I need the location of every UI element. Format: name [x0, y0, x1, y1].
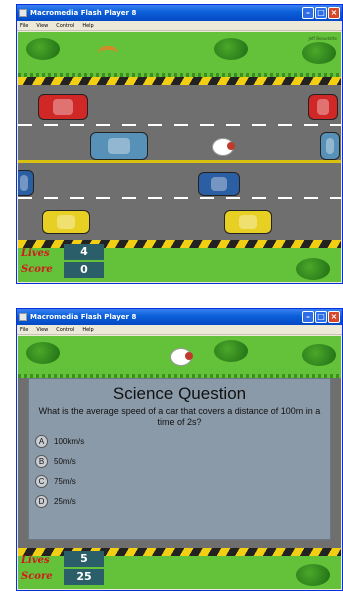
flash-app-icon	[19, 313, 27, 321]
menu-file[interactable]: File	[20, 22, 29, 29]
option-c-text[interactable]: 75m/s	[54, 477, 76, 486]
minimize-button[interactable]: –	[302, 7, 314, 19]
hud	[18, 242, 106, 282]
option-d-text[interactable]: 25m/s	[54, 497, 76, 506]
bush-icon	[26, 38, 60, 60]
lane-line	[18, 124, 341, 126]
option-a-badge[interactable]: A	[35, 435, 48, 448]
blue-car-icon	[18, 170, 34, 196]
blue-car-icon	[90, 132, 148, 160]
window-title: Macromedia Flash Player 8	[30, 313, 137, 321]
option-b-text[interactable]: 50m/s	[54, 457, 76, 466]
menu-file[interactable]: File	[20, 326, 29, 333]
lane-line	[18, 197, 341, 199]
bush-icon	[214, 340, 248, 362]
yellow-car-icon	[224, 210, 272, 234]
red-car-icon	[38, 94, 88, 120]
menu-bar	[17, 21, 342, 31]
chicken-icon	[212, 138, 234, 156]
score-value: 0	[64, 262, 104, 278]
flash-player-window-1	[16, 4, 343, 284]
maximize-button[interactable]: □	[315, 7, 327, 19]
chicken-icon	[170, 348, 192, 366]
game-stage[interactable]	[18, 32, 341, 282]
menu-help[interactable]: Help	[82, 326, 94, 333]
window-title: Macromedia Flash Player 8	[30, 9, 137, 17]
top-grass	[18, 32, 341, 77]
score-label: Score	[21, 571, 53, 582]
question-text: What is the average speed of a car that covers a distance of 100m in a time of 2s?	[38, 406, 321, 427]
close-button[interactable]: ×	[328, 7, 340, 19]
bush-icon	[214, 38, 248, 60]
option-d-badge[interactable]: D	[35, 495, 48, 508]
worm-icon	[98, 46, 118, 58]
answer-option-a[interactable]	[35, 435, 330, 448]
menu-bar	[17, 325, 342, 335]
author-credit: Jeff Beaudette	[308, 36, 337, 41]
menu-view[interactable]: View	[36, 22, 49, 29]
flash-app-icon	[19, 9, 27, 17]
center-line	[18, 160, 341, 163]
lives-value: 4	[64, 244, 104, 260]
question-dialog	[28, 378, 331, 540]
bush-icon	[296, 564, 330, 586]
bush-icon	[302, 344, 336, 366]
flash-player-window-2	[16, 308, 343, 591]
option-b-badge[interactable]: B	[35, 455, 48, 468]
close-button[interactable]: ×	[328, 311, 340, 323]
yellow-car-icon	[42, 210, 90, 234]
maximize-button[interactable]: □	[315, 311, 327, 323]
bush-icon	[26, 342, 60, 364]
menu-control[interactable]: Control	[56, 22, 75, 29]
blue-car-icon	[198, 172, 240, 196]
menu-control[interactable]: Control	[56, 326, 75, 333]
answer-option-c[interactable]	[35, 475, 330, 488]
answer-option-d[interactable]	[35, 495, 330, 508]
bush-icon	[302, 42, 336, 64]
lives-label: Lives	[21, 248, 50, 259]
blue-car-icon	[320, 132, 340, 160]
option-a-text[interactable]: 100km/s	[54, 437, 85, 446]
hazard-stripe	[18, 77, 341, 85]
red-car-icon	[308, 94, 338, 120]
lives-value: 5	[64, 551, 104, 567]
title-bar	[17, 309, 342, 325]
title-bar	[17, 5, 342, 21]
bush-icon	[296, 258, 330, 280]
score-value: 25	[64, 569, 104, 585]
minimize-button[interactable]: –	[302, 311, 314, 323]
question-title: Science Question	[112, 384, 247, 403]
menu-help[interactable]: Help	[82, 22, 94, 29]
game-stage[interactable]	[18, 336, 341, 589]
lives-label: Lives	[21, 555, 50, 566]
option-c-badge[interactable]: C	[35, 475, 48, 488]
answer-option-b[interactable]	[35, 455, 330, 468]
score-label: Score	[21, 264, 53, 275]
hud	[18, 549, 106, 589]
menu-view[interactable]: View	[36, 326, 49, 333]
